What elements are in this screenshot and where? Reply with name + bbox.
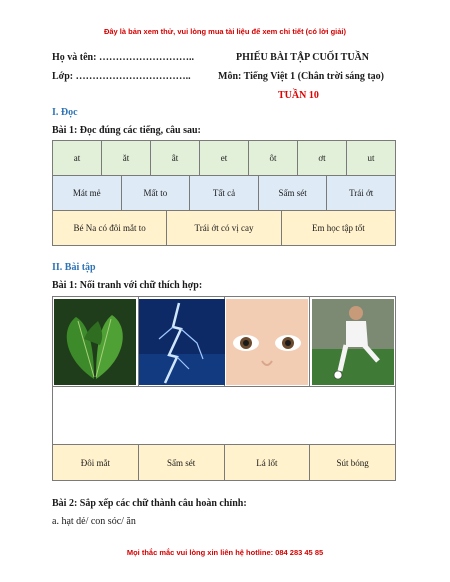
preview-notice: Đây là bản xem thử, vui lòng mua tài liệu để xem chi tiết (có lời giải) — [103, 27, 347, 36]
matching-table — [52, 296, 396, 481]
match-word-cell: Lá lốt — [224, 445, 310, 481]
word-cell: Sấm sét — [258, 176, 327, 211]
sentence-row — [52, 210, 396, 246]
lightning-picture — [139, 299, 225, 385]
match-word-cell: Sấm sét — [138, 445, 224, 481]
name-field-label: Họ và tên: ……………………….. — [52, 52, 194, 63]
word-row — [52, 175, 396, 211]
syllable-cell: at — [53, 141, 102, 176]
picture-cell — [53, 297, 139, 387]
picture-cell — [310, 297, 396, 387]
arrange-item-a: a. hạt dẻ/ con sóc/ ăn — [52, 516, 136, 527]
class-field-label: Lớp: …………………………….. — [52, 71, 191, 82]
section-exercises-heading: II. Bài tập — [52, 262, 96, 273]
syllable-cell: ôt — [249, 141, 298, 176]
leaf-picture — [54, 299, 136, 385]
syllable-cell: ơt — [298, 141, 347, 176]
match-word-cell: Đôi mắt — [53, 445, 139, 481]
syllable-cell: et — [200, 141, 249, 176]
word-cell: Tất cả — [190, 176, 259, 211]
hotline-notice: Mọi thắc mắc vui lòng xin liên hệ hotline: 084 283 45 85 — [126, 548, 324, 557]
syllable-cell: ât — [151, 141, 200, 176]
reading-exercise-title: Bài 1: Đọc đúng các tiếng, câu sau: — [52, 125, 201, 136]
sentence-cell: Trái ớt có vị cay — [167, 211, 281, 246]
section-reading-heading: I. Đọc — [52, 107, 78, 118]
syllable-cell: ut — [347, 141, 396, 176]
match-word-cell: Sút bóng — [310, 445, 396, 481]
picture-cell — [224, 297, 310, 387]
word-cell: Mất to — [121, 176, 190, 211]
sentence-cell: Bé Na có đôi mắt to — [53, 211, 167, 246]
syllable-cell: ăt — [102, 141, 151, 176]
word-cell: Trái ớt — [327, 176, 396, 211]
arrange-exercise-title: Bài 2: Sắp xếp các chữ thành câu hoàn chỉnh: — [52, 498, 247, 509]
word-cell: Mát mẻ — [53, 176, 122, 211]
week-label: TUẦN 10 — [278, 90, 319, 101]
worksheet-title: PHIẾU BÀI TẬP CUỐI TUẦN — [236, 52, 369, 63]
syllable-row — [52, 140, 396, 176]
picture-cell — [138, 297, 224, 387]
matching-exercise-title: Bài 1: Nối tranh với chữ thích hợp: — [52, 280, 203, 291]
soccer-player-picture — [312, 299, 394, 385]
sentence-cell: Em học tập tốt — [281, 211, 395, 246]
subject-label: Môn: Tiếng Việt 1 (Chân trời sáng tạo) — [218, 71, 385, 82]
matching-blank-area — [53, 387, 396, 445]
baby-eyes-picture — [226, 299, 308, 385]
